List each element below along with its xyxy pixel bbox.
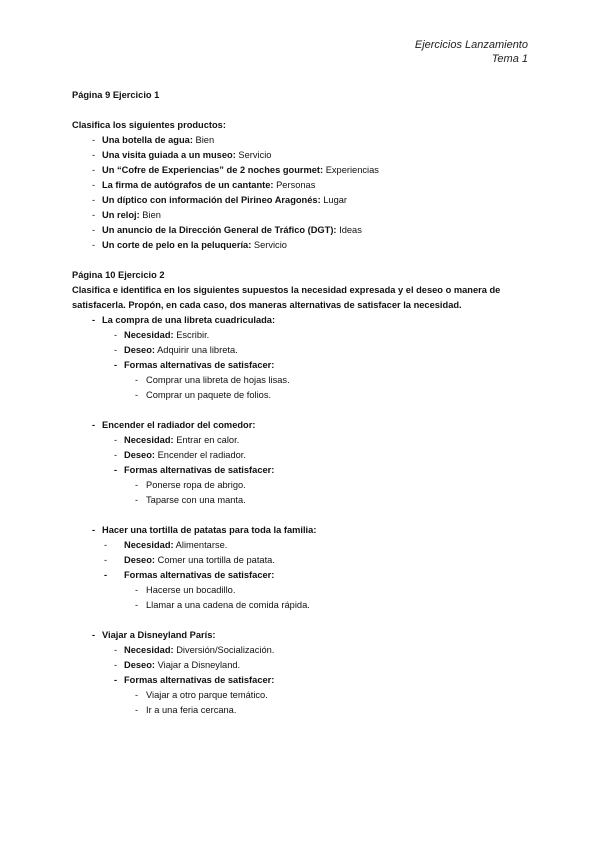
desire-item: - Deseo: Encender el radiador. bbox=[114, 450, 246, 460]
alternative-item: - Viajar a otro parque temático. bbox=[135, 690, 268, 700]
alternative-item: - Comprar una libreta de hojas lisas. bbox=[135, 375, 290, 385]
alternative-item: - Ponerse ropa de abrigo. bbox=[135, 480, 246, 490]
case-title: - Encender el radiador del comedor: bbox=[92, 420, 256, 430]
list-item: - Un “Cofre de Experiencias” de 2 noches gourmet: Experiencias bbox=[92, 165, 379, 175]
exercise-2-title: Página 10 Ejercicio 2 bbox=[72, 270, 165, 280]
page-header bbox=[415, 38, 528, 66]
alternative-item: - Ir a una feria cercana. bbox=[135, 705, 237, 715]
alternatives-label: - Formas alternativas de satisfacer: bbox=[104, 570, 275, 580]
product-list bbox=[72, 133, 528, 253]
alternatives-label: - Formas alternativas de satisfacer: bbox=[114, 360, 275, 370]
list-item: - Un corte de pelo en la peluquería: Servicio bbox=[92, 240, 287, 250]
header-subtitle: Tema 1 bbox=[491, 53, 528, 65]
alternative-item: - Llamar a una cadena de comida rápida. bbox=[135, 600, 310, 610]
need-item: - Necesidad: Escribir. bbox=[114, 330, 210, 340]
list-item: - La firma de autógrafos de un cantante: Personas bbox=[92, 180, 316, 190]
document-body bbox=[72, 88, 528, 718]
exercise-1-intro: Clasifica los siguientes productos: bbox=[72, 120, 226, 130]
list-item: - Un anuncio de la Dirección General de Tráfico (DGT): Ideas bbox=[92, 225, 362, 235]
case-2 bbox=[72, 418, 528, 508]
case-title: - La compra de una libreta cuadriculada: bbox=[92, 315, 276, 325]
list-item: - Una visita guiada a un museo: Servicio bbox=[92, 150, 272, 160]
alternative-item: - Comprar un paquete de folios. bbox=[135, 390, 272, 400]
case-title: - Hacer una tortilla de patatas para toda la familia: bbox=[92, 525, 317, 535]
header-title: Ejercicios Lanzamiento bbox=[414, 39, 528, 51]
alternative-item: - Taparse con una manta. bbox=[135, 495, 246, 505]
case-3 bbox=[72, 523, 528, 613]
alternative-item: - Hacerse un bocadillo. bbox=[135, 585, 236, 595]
list-item: - Un reloj: Bien bbox=[92, 210, 161, 220]
exercise-2-intro: Clasifica e identifica en los siguientes supuestos la necesidad expresada y el deseo o manera de satisfacerla. Propón, en cada caso, dos maneras alternativas de satisfacer la necesidad. bbox=[72, 285, 501, 310]
need-item: - Necesidad: Alimentarse. bbox=[104, 540, 228, 550]
exercise-1-title: Página 9 Ejercicio 1 bbox=[72, 90, 160, 100]
list-item: - Una botella de agua: Bien bbox=[92, 135, 215, 145]
case-4 bbox=[72, 628, 528, 718]
need-item: - Necesidad: Entrar en calor. bbox=[114, 435, 240, 445]
alternatives-label: - Formas alternativas de satisfacer: bbox=[114, 465, 275, 475]
desire-item: - Deseo: Comer una tortilla de patata. bbox=[104, 555, 275, 565]
list-item: - Un díptico con información del Pirineo Aragonés: Lugar bbox=[92, 195, 348, 205]
need-item: - Necesidad: Diversión/Socialización. bbox=[114, 645, 275, 655]
alternatives-label: - Formas alternativas de satisfacer: bbox=[114, 675, 275, 685]
desire-item: - Deseo: Viajar a Disneyland. bbox=[114, 660, 241, 670]
desire-item: - Deseo: Adquirir una libreta. bbox=[114, 345, 238, 355]
case-title: - Viajar a Disneyland París: bbox=[92, 630, 216, 640]
case-1 bbox=[72, 313, 528, 403]
